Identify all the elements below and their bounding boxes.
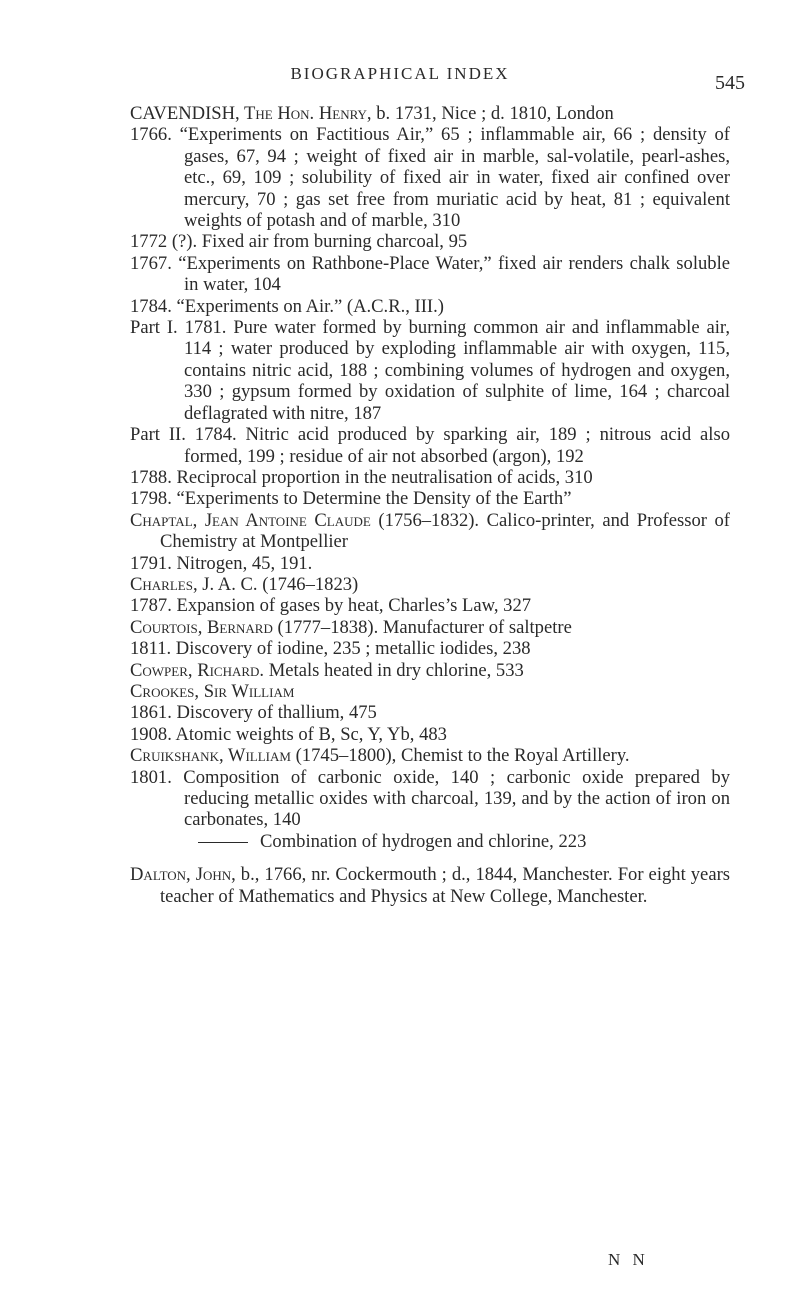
sub-entry: [130, 831, 730, 852]
entry-text: b. 1731, Nice ; d. 1810, London: [371, 103, 614, 124]
sub-entry: 1772 (?). Fixed air from burning charcoal, 95: [130, 231, 468, 253]
index-entries: [130, 103, 730, 907]
entry-text: Combination of hydrogen and chlorine, 223: [260, 830, 587, 852]
index-entry: [130, 864, 730, 907]
entry-text: b., 1766, nr. Cockermouth ; d., 1844, Manchester. For eight years teacher of Mathematics and Physics at New College, Manchester.: [160, 864, 730, 907]
entry-text: (1745–1800), Chemist to the Royal Artillery.: [290, 745, 630, 767]
entry-name: Cowper, Richard.: [130, 659, 265, 681]
entry-name: Courtois, Bernard: [130, 616, 273, 638]
sub-entry: Part II. 1784. Nitric acid produced by sparking air, 189 ; nitrous acid also formed, 199 ; residue of air not absorbed (argon), 192: [130, 424, 730, 467]
sub-entry: 1791. Nitrogen, 45, 191.: [130, 552, 313, 574]
sub-entry: 1787. Expansion of gases by heat, Charles’s Law, 327: [130, 595, 532, 617]
sub-entry: 1788. Reciprocal proportion in the neutralisation of acids, 310: [130, 466, 593, 488]
index-entry: [130, 617, 730, 638]
sub-entry: 1767. “Experiments on Rathbone-Place Water,” fixed air renders chalk soluble in water, 104: [130, 252, 730, 296]
entry-name: Dalton, John,: [130, 864, 236, 886]
entry-name: Charles, J. A. C.: [130, 573, 258, 595]
index-entry: [130, 574, 730, 595]
sub-entry: 1861. Discovery of thallium, 475: [130, 702, 377, 724]
entry-text: Metals heated in dry chlorine, 533: [264, 659, 524, 681]
entry-text: (1777–1838). Manufacturer of saltpetre: [272, 616, 572, 638]
sub-entry: 1811. Discovery of iodine, 235 ; metallic iodides, 238: [130, 638, 531, 660]
sub-entry: 1908. Atomic weights of B, Sc, Y, Yb, 483: [130, 723, 447, 745]
signature-mark: N N: [608, 1250, 649, 1269]
entry-name: Crookes, Sir William: [130, 680, 295, 702]
index-entry: [130, 745, 730, 766]
index-entry: [130, 510, 730, 553]
entry-name: Cruikshank, William: [130, 745, 291, 767]
sub-entry: 1784. “Experiments on Air.” (A.C.R., III.): [130, 295, 444, 317]
entry-name: CAVENDISH, The Hon. Henry,: [130, 103, 372, 124]
entry-name: Chaptal, Jean Antoine Claude: [130, 509, 371, 531]
index-entry: [130, 681, 730, 702]
ditto-dash: [198, 842, 248, 843]
index-entry: [130, 103, 730, 124]
index-entry: [130, 660, 730, 681]
sub-entry: 1766. “Experiments on Factitious Air,” 65 ; inflammable air, 66 ; density of gases, 67, 94 ; weight of fixed air in marble, sal-volatile, pearl-ashes, etc., 69, 109 ; solubility of fixed air in water, fixed air confined over mercury, 70 ; gas set free from muriatic acid by heat, 81 ; equivalent weights of potash and of marble, 310: [130, 124, 730, 232]
entry-text: (1756–1832). Calico-printer, and Professor of Chemistry at Montpellier: [160, 509, 730, 553]
sub-entry: 1801. Composition of carbonic oxide, 140 ; carbonic oxide prepared by reducing metallic oxides with charcoal, 139, and by the action of iron on carbonates, 140: [130, 766, 730, 831]
page-number: 545: [715, 72, 745, 94]
sub-entry: Part I. 1781. Pure water formed by burning common air and inflammable air, 114 ; water produced by exploding inflammable air with oxygen, 115, contains nitric acid, 188 ; combining volumes of hydrogen and oxygen, 330 ; gypsum formed by oxidation of sulphite of lime, 164 ; charcoal deflagrated with nitre, 187: [130, 317, 730, 424]
sub-entry: 1798. “Experiments to Determine the Density of the Earth”: [130, 488, 572, 510]
running-head: BIOGRAPHICAL INDEX: [290, 64, 510, 83]
entry-text: (1746–1823): [257, 573, 359, 595]
